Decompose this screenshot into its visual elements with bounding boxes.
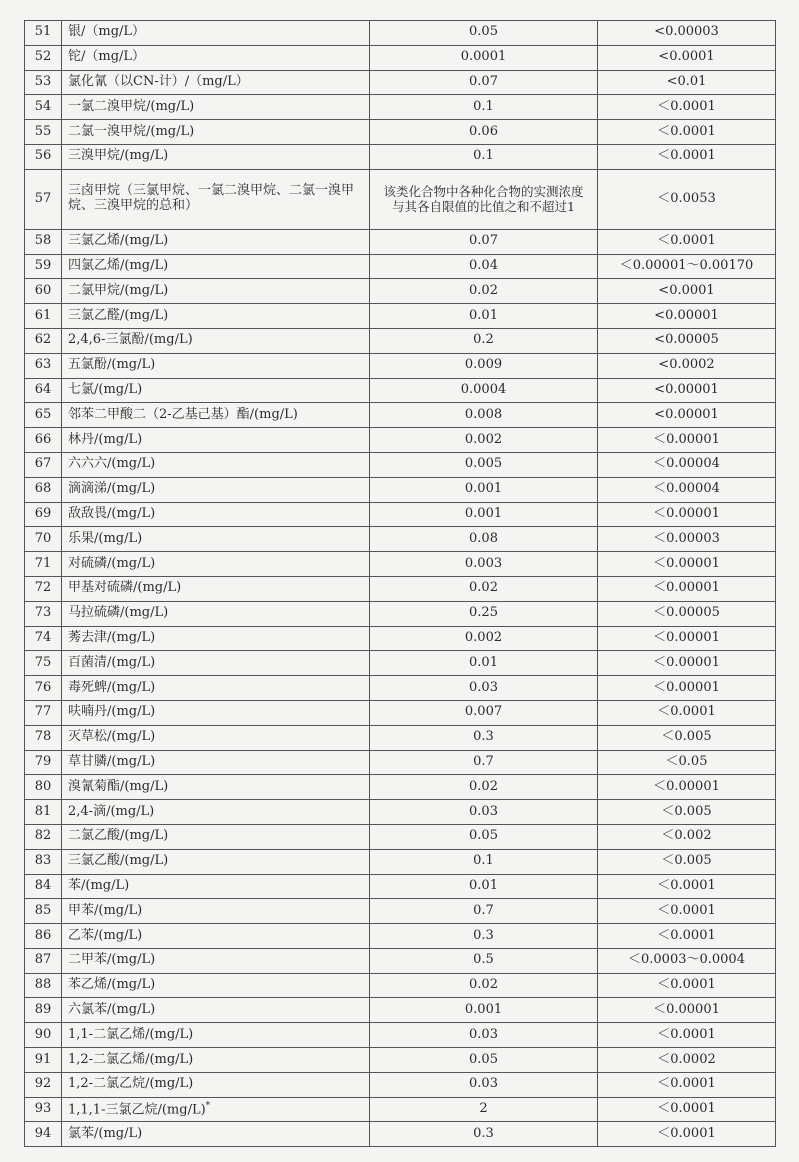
limit-value: 0.06 (370, 120, 598, 145)
row-number: 85 (25, 899, 62, 924)
indicator-name: 二甲苯/(mg/L) (62, 948, 370, 973)
limit-value: 0.03 (370, 676, 598, 701)
measured-value: ＜0.00004 (598, 477, 776, 502)
table-row (25, 502, 776, 527)
limit-value: 0.008 (370, 403, 598, 428)
measured-value: ＜0.00001 (598, 676, 776, 701)
indicator-name: 邻苯二甲酸二（2-乙基己基）酯/(mg/L) (62, 403, 370, 428)
indicator-name: 二氯乙酸/(mg/L) (62, 824, 370, 849)
limit-value: 0.04 (370, 254, 598, 279)
indicator-name: 溴氰菊酯/(mg/L) (62, 775, 370, 800)
row-number: 67 (25, 452, 62, 477)
row-number: 84 (25, 874, 62, 899)
measured-value: <0.00001 (598, 378, 776, 403)
indicator-name: 三氯乙醛/(mg/L) (62, 304, 370, 329)
row-number: 93 (25, 1097, 62, 1122)
measured-value: ＜0.0001 (598, 1097, 776, 1122)
table-row (25, 229, 776, 254)
indicator-name: 1,2-二氯乙烷/(mg/L) (62, 1072, 370, 1097)
indicator-name: 2,4,6-三氯酚/(mg/L) (62, 328, 370, 353)
limit-value: 0.01 (370, 874, 598, 899)
limit-value: 2 (370, 1097, 598, 1122)
row-number: 52 (25, 45, 62, 70)
row-number: 54 (25, 95, 62, 120)
measured-value: ＜0.0053 (598, 169, 776, 229)
table-row (25, 1122, 776, 1147)
limit-value: 0.1 (370, 95, 598, 120)
water-quality-table (24, 20, 776, 1147)
row-number: 86 (25, 924, 62, 949)
row-number: 68 (25, 477, 62, 502)
indicator-name: 氯苯/(mg/L) (62, 1122, 370, 1147)
row-number: 63 (25, 353, 62, 378)
limit-value: 0.002 (370, 428, 598, 453)
row-number: 87 (25, 948, 62, 973)
measured-value: ＜0.00005 (598, 601, 776, 626)
table-row (25, 328, 776, 353)
row-number: 76 (25, 676, 62, 701)
measured-value: ＜0.00001 (598, 775, 776, 800)
table-row (25, 1097, 776, 1122)
measured-value: <0.0002 (598, 353, 776, 378)
document-page (24, 20, 775, 1147)
measured-value: ＜0.00003 (598, 527, 776, 552)
indicator-name: 草甘膦/(mg/L) (62, 750, 370, 775)
limit-value: 0.0001 (370, 45, 598, 70)
measured-value: ＜0.005 (598, 800, 776, 825)
table-row (25, 279, 776, 304)
table-row (25, 527, 776, 552)
row-number: 91 (25, 1048, 62, 1073)
row-number: 92 (25, 1072, 62, 1097)
limit-value: 0.1 (370, 849, 598, 874)
measured-value: ＜0.0001 (598, 120, 776, 145)
measured-value: ＜0.0001 (598, 874, 776, 899)
limit-value: 0.02 (370, 279, 598, 304)
table-row (25, 874, 776, 899)
indicator-name: 莠去津/(mg/L) (62, 626, 370, 651)
indicator-name: 1,1,1-三氯乙烷/(mg/L)* (62, 1097, 370, 1122)
row-number: 88 (25, 973, 62, 998)
limit-value: 0.25 (370, 601, 598, 626)
limit-value: 0.05 (370, 824, 598, 849)
limit-value: 0.7 (370, 899, 598, 924)
indicator-name: 三氯乙烯/(mg/L) (62, 229, 370, 254)
indicator-name: 林丹/(mg/L) (62, 428, 370, 453)
row-number: 58 (25, 229, 62, 254)
indicator-name: 呋喃丹/(mg/L) (62, 700, 370, 725)
limit-value: 0.05 (370, 21, 598, 46)
table-row (25, 651, 776, 676)
row-number: 61 (25, 304, 62, 329)
limit-value: 该类化合物中各种化合物的实测浓度与其各自限值的比值之和不超过1 (370, 169, 598, 229)
table-row (25, 676, 776, 701)
row-number: 69 (25, 502, 62, 527)
indicator-name: 乙苯/(mg/L) (62, 924, 370, 949)
row-number: 82 (25, 824, 62, 849)
measured-value: ＜0.0001 (598, 144, 776, 169)
limit-value: 0.001 (370, 502, 598, 527)
limit-value: 0.2 (370, 328, 598, 353)
measured-value: ＜0.0001 (598, 924, 776, 949)
limit-value: 0.5 (370, 948, 598, 973)
limit-value: 0.1 (370, 144, 598, 169)
indicator-name: 银/（mg/L） (62, 21, 370, 46)
table-row (25, 775, 776, 800)
indicator-name: 二氯甲烷/(mg/L) (62, 279, 370, 304)
table-row (25, 849, 776, 874)
row-number: 75 (25, 651, 62, 676)
row-number: 65 (25, 403, 62, 428)
measured-value: ＜0.005 (598, 725, 776, 750)
row-number: 53 (25, 70, 62, 95)
row-number: 90 (25, 1023, 62, 1048)
indicator-name: 七氯/(mg/L) (62, 378, 370, 403)
measured-value: ＜0.00001 (598, 428, 776, 453)
measured-value: <0.00003 (598, 21, 776, 46)
table-row (25, 725, 776, 750)
table-row (25, 353, 776, 378)
table-row (25, 45, 776, 70)
footnote-mark: * (205, 1100, 211, 1111)
measured-value: ＜0.00001 (598, 552, 776, 577)
table-row (25, 120, 776, 145)
limit-value: 0.007 (370, 700, 598, 725)
limit-value: 0.3 (370, 725, 598, 750)
row-number: 74 (25, 626, 62, 651)
measured-value: <0.00001 (598, 304, 776, 329)
indicator-name: 三氯乙酸/(mg/L) (62, 849, 370, 874)
table-row (25, 626, 776, 651)
limit-value: 0.7 (370, 750, 598, 775)
indicator-name: 马拉硫磷/(mg/L) (62, 601, 370, 626)
measured-value: ＜0.0002 (598, 1048, 776, 1073)
indicator-name: 六六六/(mg/L) (62, 452, 370, 477)
measured-value: ＜0.00001 (598, 998, 776, 1023)
indicator-name: 灭草松/(mg/L) (62, 725, 370, 750)
measured-value: <0.0001 (598, 279, 776, 304)
indicator-name: 铊/（mg/L） (62, 45, 370, 70)
limit-value: 0.3 (370, 924, 598, 949)
table-row (25, 169, 776, 229)
table-row (25, 452, 776, 477)
indicator-name: 氯化氰（以CN-计）/（mg/L） (62, 70, 370, 95)
row-number: 57 (25, 169, 62, 229)
table-row (25, 601, 776, 626)
measured-value: ＜0.05 (598, 750, 776, 775)
table-row (25, 576, 776, 601)
measured-value: ＜0.0001 (598, 973, 776, 998)
table-row (25, 304, 776, 329)
limit-value: 0.01 (370, 651, 598, 676)
measured-value: <0.00005 (598, 328, 776, 353)
row-number: 79 (25, 750, 62, 775)
row-number: 62 (25, 328, 62, 353)
row-number: 81 (25, 800, 62, 825)
measured-value: ＜0.002 (598, 824, 776, 849)
row-number: 64 (25, 378, 62, 403)
limit-value: 0.05 (370, 1048, 598, 1073)
measured-value: <0.0001 (598, 45, 776, 70)
measured-value: ＜0.00004 (598, 452, 776, 477)
measured-value: ＜0.0003～0.0004 (598, 948, 776, 973)
limit-value: 0.03 (370, 1072, 598, 1097)
table-body (25, 21, 776, 1147)
measured-value: <0.00001 (598, 403, 776, 428)
row-number: 60 (25, 279, 62, 304)
indicator-name: 乐果/(mg/L) (62, 527, 370, 552)
row-number: 55 (25, 120, 62, 145)
row-number: 56 (25, 144, 62, 169)
row-number: 71 (25, 552, 62, 577)
table-row (25, 254, 776, 279)
table-row (25, 70, 776, 95)
table-row (25, 700, 776, 725)
indicator-name: 一氯二溴甲烷/(mg/L) (62, 95, 370, 120)
row-number: 80 (25, 775, 62, 800)
row-number: 78 (25, 725, 62, 750)
row-number: 66 (25, 428, 62, 453)
limit-value: 0.02 (370, 775, 598, 800)
row-number: 72 (25, 576, 62, 601)
measured-value: <0.01 (598, 70, 776, 95)
table-row (25, 477, 776, 502)
measured-value: ＜0.0001 (598, 700, 776, 725)
limit-value: 0.0004 (370, 378, 598, 403)
indicator-name: 二氯一溴甲烷/(mg/L) (62, 120, 370, 145)
measured-value: ＜0.0001 (598, 1122, 776, 1147)
limit-value: 0.01 (370, 304, 598, 329)
limit-value: 0.03 (370, 1023, 598, 1048)
indicator-name: 五氯酚/(mg/L) (62, 353, 370, 378)
indicator-name: 甲基对硫磷/(mg/L) (62, 576, 370, 601)
indicator-name: 2,4-滴/(mg/L) (62, 800, 370, 825)
indicator-name: 苯/(mg/L) (62, 874, 370, 899)
table-row (25, 21, 776, 46)
row-number: 83 (25, 849, 62, 874)
indicator-name: 六氯苯/(mg/L) (62, 998, 370, 1023)
indicator-name: 敌敌畏/(mg/L) (62, 502, 370, 527)
row-number: 77 (25, 700, 62, 725)
measured-value: ＜0.00001 (598, 651, 776, 676)
measured-value: ＜0.0001 (598, 95, 776, 120)
indicator-name: 四氯乙烯/(mg/L) (62, 254, 370, 279)
row-number: 89 (25, 998, 62, 1023)
measured-value: ＜0.00001 (598, 576, 776, 601)
table-row (25, 750, 776, 775)
table-row (25, 1023, 776, 1048)
table-row (25, 899, 776, 924)
measured-value: ＜0.00001 (598, 626, 776, 651)
table-row (25, 378, 776, 403)
measured-value: ＜0.0001 (598, 1023, 776, 1048)
indicator-name: 苯乙烯/(mg/L) (62, 973, 370, 998)
table-row (25, 403, 776, 428)
table-row (25, 552, 776, 577)
table-row (25, 998, 776, 1023)
limit-value: 0.02 (370, 576, 598, 601)
limit-value: 0.07 (370, 229, 598, 254)
measured-value: ＜0.0001 (598, 229, 776, 254)
limit-value: 0.03 (370, 800, 598, 825)
table-row (25, 428, 776, 453)
table-row (25, 1072, 776, 1097)
row-number: 94 (25, 1122, 62, 1147)
indicator-name: 三溴甲烷/(mg/L) (62, 144, 370, 169)
indicator-name: 毒死蜱/(mg/L) (62, 676, 370, 701)
limit-value: 0.001 (370, 477, 598, 502)
limit-value: 0.08 (370, 527, 598, 552)
measured-value: ＜0.0001 (598, 1072, 776, 1097)
indicator-name: 1,1-二氯乙烯/(mg/L) (62, 1023, 370, 1048)
limit-value: 0.003 (370, 552, 598, 577)
limit-value: 0.005 (370, 452, 598, 477)
limit-value: 0.002 (370, 626, 598, 651)
limit-value: 0.009 (370, 353, 598, 378)
indicator-name: 百菌清/(mg/L) (62, 651, 370, 676)
table-row (25, 95, 776, 120)
measured-value: ＜0.00001 (598, 502, 776, 527)
limit-value: 0.02 (370, 973, 598, 998)
limit-value: 0.001 (370, 998, 598, 1023)
table-row (25, 800, 776, 825)
limit-value: 0.07 (370, 70, 598, 95)
limit-value: 0.3 (370, 1122, 598, 1147)
indicator-name: 1,2-二氯乙烯/(mg/L) (62, 1048, 370, 1073)
table-row (25, 144, 776, 169)
table-row (25, 948, 776, 973)
row-number: 59 (25, 254, 62, 279)
table-row (25, 924, 776, 949)
measured-value: ＜0.00001～0.00170 (598, 254, 776, 279)
table-row (25, 1048, 776, 1073)
indicator-name: 三卤甲烷（三氯甲烷、一氯二溴甲烷、二氯一溴甲烷、三溴甲烷的总和） (62, 169, 370, 229)
indicator-name: 滴滴涕/(mg/L) (62, 477, 370, 502)
row-number: 73 (25, 601, 62, 626)
table-row (25, 973, 776, 998)
measured-value: ＜0.0001 (598, 899, 776, 924)
table-row (25, 824, 776, 849)
indicator-name: 对硫磷/(mg/L) (62, 552, 370, 577)
row-number: 51 (25, 21, 62, 46)
row-number: 70 (25, 527, 62, 552)
measured-value: ＜0.005 (598, 849, 776, 874)
indicator-name: 甲苯/(mg/L) (62, 899, 370, 924)
